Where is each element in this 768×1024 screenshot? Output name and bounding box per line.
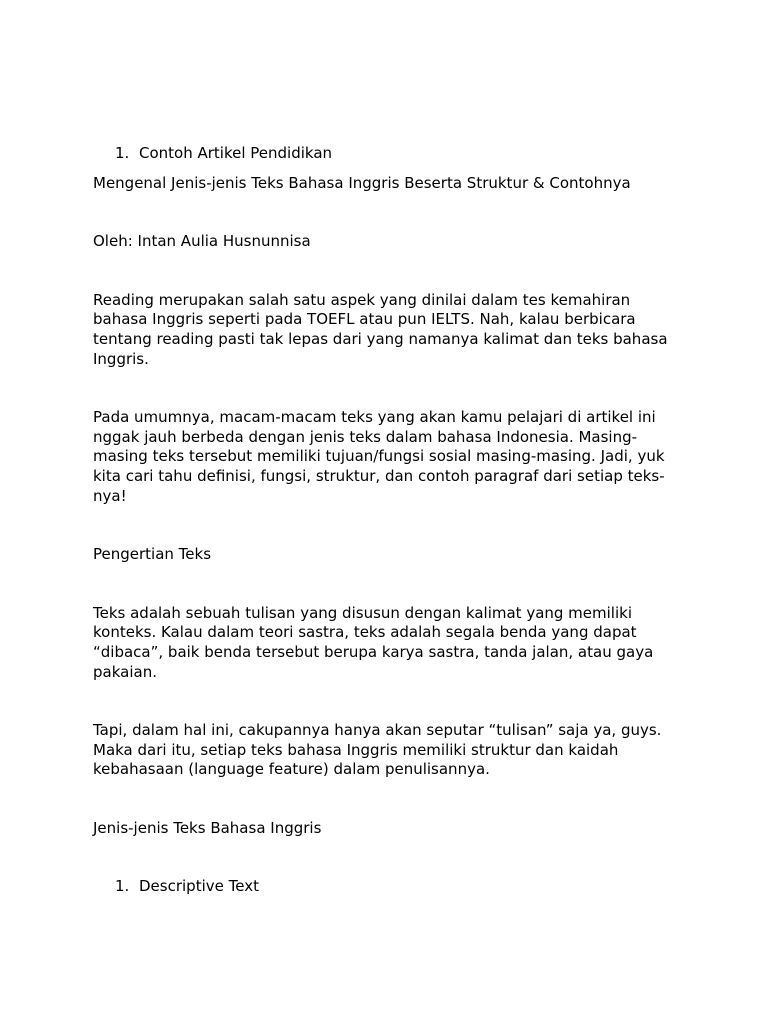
- document-page: [93, 144, 683, 897]
- article-title: Mengenal Jenis-jenis Teks Bahasa Inggris Beserta Struktur & Contohnya: [93, 173, 631, 192]
- list-item-text: Descriptive Text: [139, 877, 259, 896]
- list-item-descriptive: [93, 877, 683, 897]
- paragraph-definition: Teks adalah sebuah tulisan yang disusun dengan kalimat yang memiliki konteks. Kalau dalam teori sastra, teks adalah segala benda yang dapat “dibaca”, baik benda tersebut berupa karya sastra, tanda jalan, atau gaya pakaian.: [93, 603, 654, 681]
- section-heading-pengertian: Pengertian Teks: [93, 545, 212, 564]
- paragraph-intro: Reading merupakan salah satu aspek yang dinilai dalam tes kemahiran bahasa Inggris seperti pada TOEFL atau pun IELTS. Nah, kalau berbicara tentang reading pasti tak lepas dari yang namanya kalimat dan teks bahasa Inggris.: [93, 290, 668, 368]
- section-heading-jenis: Jenis-jenis Teks Bahasa Inggris: [93, 818, 322, 837]
- paragraph-scope: Tapi, dalam hal ini, cakupannya hanya akan seputar “tulisan” saja ya, guys. Maka dari itu, setiap teks bahasa Inggris memiliki struktur dan kaidah kebahasaan (language feature) dalam penulisannya.: [93, 721, 662, 779]
- list-number: 1.: [115, 144, 130, 162]
- list-item-contoh-artikel: [93, 144, 683, 164]
- paragraph-overview: Pada umumnya, macam-macam teks yang akan kamu pelajari di artikel ini nggak jauh berbeda dengan jenis teks dalam bahasa Indonesia. Masing-masing teks tersebut memiliki tujuan/fungsi sosial masing-masing. Jadi, yuk kita cari tahu definisi, fungsi, struktur, dan contoh paragraf dari setiap teks-nya!: [93, 408, 665, 505]
- list-number: 1.: [115, 877, 130, 896]
- author-line: Oleh: Intan Aulia Husnunnisa: [93, 232, 311, 251]
- list-item-text: Contoh Artikel Pendidikan: [139, 144, 333, 162]
